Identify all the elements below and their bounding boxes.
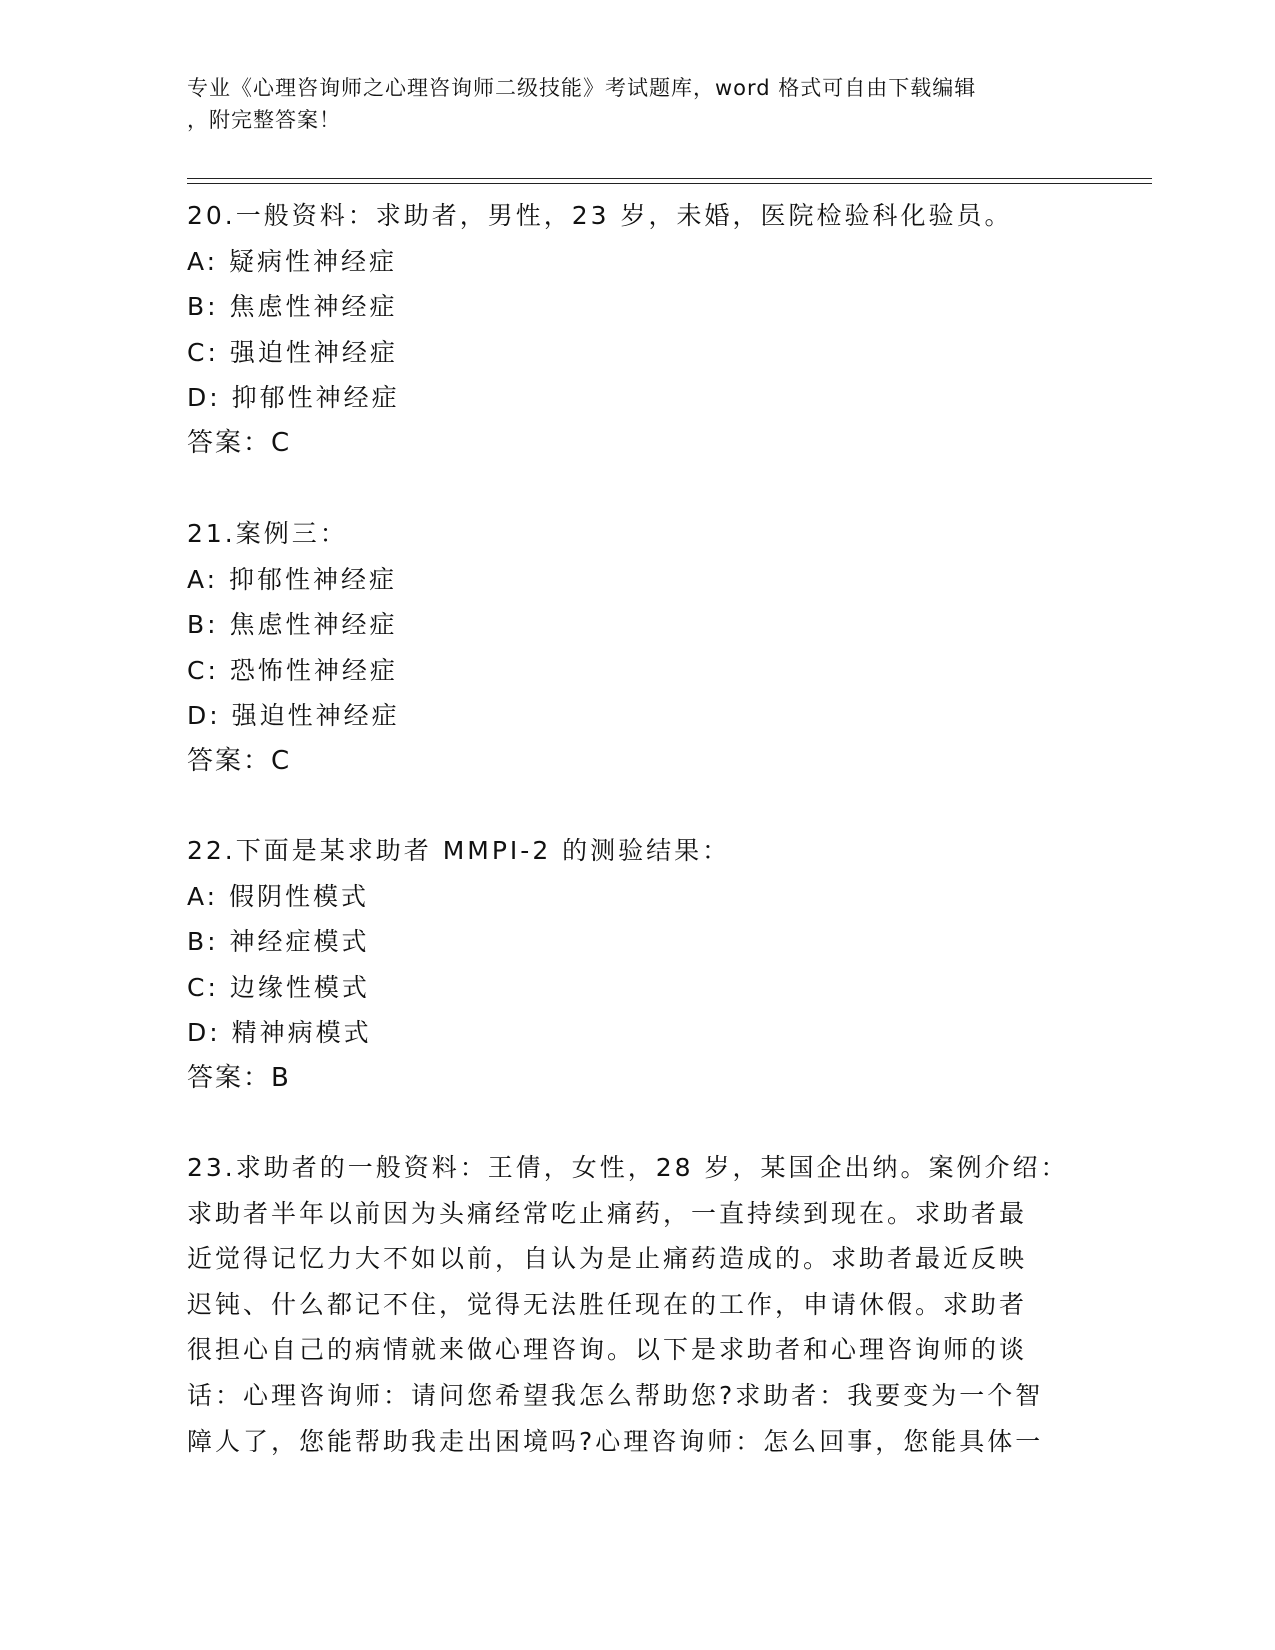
option-c: C: 边缘性模式 (187, 972, 370, 1002)
answer-line: 答案：C (187, 427, 292, 458)
question-21 (187, 511, 1067, 785)
option-d: D: 抑郁性神经症 (187, 383, 400, 413)
question-stem: 20.一般资料：求助者，男性，23 岁，未婚，医院检验科化验员。 (187, 201, 1013, 230)
option-c: C: 恐怖性神经症 (187, 655, 398, 685)
question-23 (187, 1145, 1067, 1464)
option-a: A: 假阴性模式 (187, 881, 370, 911)
option-a: A: 抑郁性神经症 (187, 564, 398, 594)
case-text-line: 迟钝、什么都记不住，觉得无法胜任现在的工作，申请休假。求助者 (187, 1289, 1028, 1319)
option-b: B: 焦虑性神经症 (187, 610, 398, 640)
header-line-1: 专业《心理咨询师之心理咨询师二级技能》考试题库，word 格式可自由下载编辑 (187, 76, 977, 100)
case-text-line: 求助者半年以前因为头痛经常吃止痛药，一直持续到现在。求助者最 (187, 1198, 1028, 1228)
header-divider-bottom (187, 183, 1152, 184)
case-text-line: 障人了，您能帮助我走出困境吗?心理咨询师：怎么回事，您能具体一 (187, 1426, 1044, 1456)
case-text-line: 话：心理咨询师：请问您希望我怎么帮助您?求助者：我要变为一个智 (187, 1380, 1044, 1410)
case-text-line: 很担心自己的病情就来做心理咨询。以下是求助者和心理咨询师的谈 (187, 1335, 1028, 1365)
question-20 (187, 193, 1067, 467)
option-c: C: 强迫性神经症 (187, 337, 398, 367)
header-divider-top (187, 178, 1152, 179)
option-d: D: 精神病模式 (187, 1018, 372, 1048)
case-text-line: 近觉得记忆力大不如以前，自认为是止痛药造成的。求助者最近反映 (187, 1244, 1028, 1274)
question-stem: 22.下面是某求助者 MMPI-2 的测验结果： (187, 836, 731, 865)
question-stem: 21.案例三： (187, 519, 348, 548)
answer-line: 答案：B (187, 1062, 291, 1093)
option-b: B: 神经症模式 (187, 927, 370, 957)
option-a: A: 疑病性神经症 (187, 246, 398, 276)
answer-line: 答案：C (187, 745, 292, 776)
question-22 (187, 828, 1067, 1102)
case-text-line: 23.求助者的一般资料：王倩，女性，28 岁，某国企出纳。案例介绍： (187, 1153, 1069, 1182)
document-header (187, 72, 1087, 136)
option-d: D: 强迫性神经症 (187, 701, 400, 731)
option-b: B: 焦虑性神经症 (187, 292, 398, 322)
header-line-2: ，附完整答案！ (187, 108, 341, 132)
